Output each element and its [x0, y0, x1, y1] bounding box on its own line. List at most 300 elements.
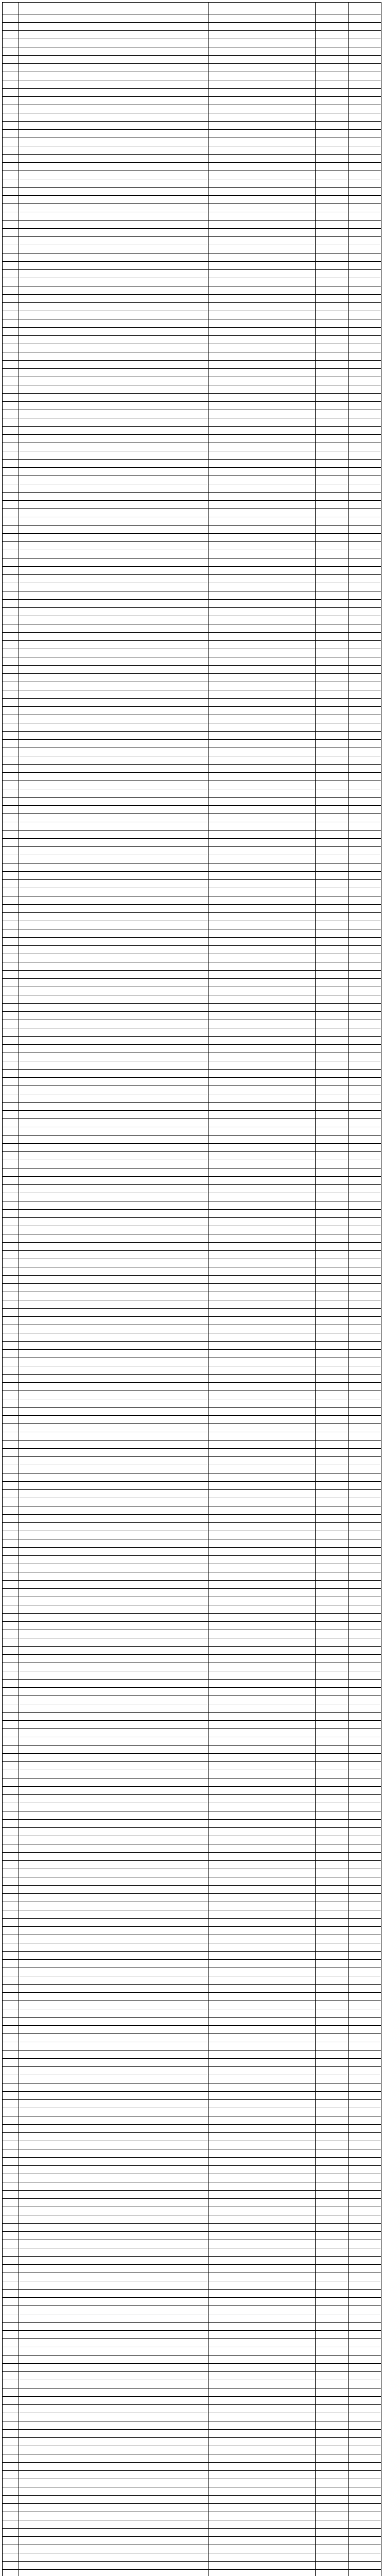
cell-name: [19, 2075, 208, 2083]
cell-number-a: [316, 649, 349, 657]
cell-number-b: [349, 1803, 381, 1811]
cell-code: [208, 2545, 316, 2553]
cell-number-b: [349, 2240, 381, 2248]
cell-index: [3, 2413, 19, 2421]
cell-number-a: [316, 328, 349, 336]
cell-number-a: [316, 682, 349, 690]
cell-number-a: [316, 451, 349, 460]
cell-code: [208, 1572, 316, 1581]
table-row: [3, 2248, 381, 2257]
cell-code: [208, 1630, 316, 1638]
cell-name: [19, 402, 208, 410]
cell-code: [208, 1300, 316, 1309]
cell-number-a: [316, 1778, 349, 1787]
cell-number-a: [316, 113, 349, 122]
cell-name: [19, 31, 208, 39]
table-row: [3, 1952, 381, 1960]
table-row: [3, 896, 381, 905]
cell-number-a: [316, 2372, 349, 2380]
cell-code: [208, 451, 316, 460]
table-row: [3, 394, 381, 402]
cell-number-a: [316, 1292, 349, 1300]
cell-number-a: [316, 1770, 349, 1778]
cell-number-a: [316, 1515, 349, 1523]
cell-code: [208, 1960, 316, 1968]
cell-number-b: [349, 938, 381, 946]
cell-name: [19, 2380, 208, 2388]
cell-code: [208, 2215, 316, 2224]
table-row: [3, 1523, 381, 1531]
cell-number-b: [349, 1267, 381, 1276]
cell-name: [19, 311, 208, 319]
table-row: [3, 2520, 381, 2529]
cell-number-b: [349, 1127, 381, 1136]
cell-index: [3, 163, 19, 171]
table-row: [3, 971, 381, 979]
cell-code: [208, 765, 316, 773]
cell-number-a: [316, 1053, 349, 1061]
cell-number-a: [316, 443, 349, 451]
table-row: [3, 1408, 381, 1416]
cell-code: [208, 971, 316, 979]
cell-code: [208, 2339, 316, 2347]
cell-name: [19, 1869, 208, 1877]
cell-number-a: [316, 2347, 349, 2355]
table-row: [3, 806, 381, 814]
table-row: [3, 468, 381, 476]
cell-index: [3, 2108, 19, 2116]
table-row: [3, 715, 381, 723]
table-row: [3, 2075, 381, 2083]
cell-index: [3, 2141, 19, 2149]
cell-number-b: [349, 262, 381, 270]
cell-number-b: [349, 56, 381, 64]
cell-index: [3, 2487, 19, 2496]
cell-index: [3, 1556, 19, 1564]
cell-code: [208, 2281, 316, 2290]
cell-number-a: [316, 1226, 349, 1234]
cell-index: [3, 262, 19, 270]
cell-code: [208, 1737, 316, 1745]
cell-index: [3, 558, 19, 567]
cell-number-b: [349, 962, 381, 971]
cell-number-b: [349, 2421, 381, 2430]
cell-number-a: [316, 880, 349, 888]
cell-number-b: [349, 427, 381, 435]
cell-name: [19, 855, 208, 863]
cell-number-a: [316, 385, 349, 394]
cell-number-b: [349, 14, 381, 23]
cell-number-a: [316, 262, 349, 270]
cell-index: [3, 23, 19, 31]
cell-code: [208, 328, 316, 336]
table-body: [3, 14, 381, 2576]
cell-number-b: [349, 2397, 381, 2405]
cell-number-a: [316, 47, 349, 56]
cell-number-b: [349, 929, 381, 938]
table-row: [3, 863, 381, 872]
cell-number-a: [316, 2174, 349, 2182]
cell-number-b: [349, 1853, 381, 1861]
cell-number-b: [349, 155, 381, 163]
table-row: [3, 1226, 381, 1234]
cell-name: [19, 2207, 208, 2215]
cell-name: [19, 1440, 208, 1449]
cell-number-b: [349, 1292, 381, 1300]
cell-name: [19, 542, 208, 550]
table-row: [3, 2232, 381, 2240]
cell-number-b: [349, 1210, 381, 1218]
cell-number-a: [316, 2224, 349, 2232]
cell-index: [3, 2232, 19, 2240]
cell-index: [3, 295, 19, 303]
cell-index: [3, 748, 19, 756]
cell-index: [3, 1342, 19, 1350]
cell-number-b: [349, 2141, 381, 2149]
cell-number-a: [316, 1375, 349, 1383]
cell-number-a: [316, 23, 349, 31]
cell-number-a: [316, 591, 349, 600]
cell-name: [19, 328, 208, 336]
cell-code: [208, 657, 316, 666]
cell-index: [3, 80, 19, 89]
cell-number-b: [349, 1572, 381, 1581]
cell-number-b: [349, 1927, 381, 1935]
cell-code: [208, 831, 316, 839]
table-row: [3, 253, 381, 262]
table-row: [3, 2487, 381, 2496]
cell-index: [3, 484, 19, 493]
cell-number-a: [316, 1622, 349, 1630]
table-row: [3, 1094, 381, 1103]
table-row: [3, 72, 381, 80]
table-row: [3, 286, 381, 295]
cell-number-b: [349, 2306, 381, 2314]
cell-code: [208, 2430, 316, 2438]
cell-code: [208, 344, 316, 352]
cell-index: [3, 344, 19, 352]
cell-name: [19, 1185, 208, 1193]
table-row: [3, 278, 381, 286]
cell-number-a: [316, 2067, 349, 2075]
cell-number-a: [316, 105, 349, 113]
cell-name: [19, 1614, 208, 1622]
cell-number-a: [316, 163, 349, 171]
cell-code: [208, 253, 316, 262]
cell-number-a: [316, 1012, 349, 1020]
table-row: [3, 31, 381, 39]
cell-code: [208, 501, 316, 509]
cell-number-a: [316, 2438, 349, 2446]
cell-index: [3, 47, 19, 56]
cell-code: [208, 2199, 316, 2207]
cell-number-b: [349, 2339, 381, 2347]
cell-name: [19, 1523, 208, 1531]
table-row: [3, 732, 381, 740]
cell-code: [208, 2314, 316, 2323]
cell-code: [208, 1902, 316, 1910]
cell-name: [19, 2273, 208, 2281]
cell-index: [3, 2347, 19, 2355]
cell-code: [208, 1317, 316, 1325]
table-row: [3, 979, 381, 987]
table-row: [3, 163, 381, 171]
cell-name: [19, 1136, 208, 1144]
table-row: [3, 427, 381, 435]
cell-number-a: [316, 2380, 349, 2388]
cell-index: [3, 509, 19, 517]
cell-index: [3, 2009, 19, 2018]
cell-number-b: [349, 2116, 381, 2125]
table-row: [3, 1671, 381, 1680]
cell-index: [3, 476, 19, 484]
cell-name: [19, 179, 208, 188]
cell-number-b: [349, 171, 381, 179]
cell-number-a: [316, 1630, 349, 1638]
cell-code: [208, 2257, 316, 2265]
cell-name: [19, 14, 208, 23]
table-row: [3, 2504, 381, 2512]
cell-name: [19, 171, 208, 179]
cell-name: [19, 995, 208, 1004]
table-row: [3, 2323, 381, 2331]
cell-index: [3, 954, 19, 962]
cell-number-b: [349, 1704, 381, 1713]
cell-name: [19, 468, 208, 476]
cell-number-a: [316, 138, 349, 146]
table-row: [3, 1185, 381, 1193]
cell-name: [19, 56, 208, 64]
cell-number-a: [316, 171, 349, 179]
cell-number-a: [316, 666, 349, 674]
table-row: [3, 1828, 381, 1836]
cell-number-a: [316, 1482, 349, 1490]
cell-code: [208, 1449, 316, 1457]
cell-code: [208, 1622, 316, 1630]
table-row: [3, 1020, 381, 1028]
cell-name: [19, 1168, 208, 1177]
cell-number-b: [349, 1432, 381, 1440]
cell-name: [19, 270, 208, 278]
cell-number-b: [349, 1729, 381, 1737]
cell-number-b: [349, 1688, 381, 1696]
cell-number-b: [349, 2545, 381, 2553]
cell-name: [19, 336, 208, 344]
table-row: [3, 1144, 381, 1152]
cell-index: [3, 616, 19, 624]
cell-code: [208, 2487, 316, 2496]
table-row: [3, 1614, 381, 1622]
cell-number-a: [316, 369, 349, 377]
cell-index: [3, 1366, 19, 1375]
cell-number-b: [349, 253, 381, 262]
table-row: [3, 1210, 381, 1218]
cell-number-a: [316, 1597, 349, 1605]
cell-code: [208, 1770, 316, 1778]
cell-name: [19, 1556, 208, 1564]
table-row: [3, 130, 381, 138]
table-row: [3, 1968, 381, 1976]
cell-number-a: [316, 2141, 349, 2149]
cell-code: [208, 1894, 316, 1902]
cell-name: [19, 352, 208, 361]
cell-code: [208, 1927, 316, 1935]
cell-index: [3, 905, 19, 913]
cell-name: [19, 1704, 208, 1713]
table-row: [3, 1737, 381, 1745]
cell-name: [19, 2050, 208, 2059]
cell-number-a: [316, 1894, 349, 1902]
cell-name: [19, 2298, 208, 2306]
cell-code: [208, 1729, 316, 1737]
cell-number-b: [349, 1177, 381, 1185]
cell-name: [19, 2248, 208, 2257]
cell-code: [208, 2042, 316, 2050]
table-row: [3, 641, 381, 649]
cell-code: [208, 303, 316, 311]
cell-number-a: [316, 517, 349, 526]
cell-index: [3, 1778, 19, 1787]
cell-number-b: [349, 509, 381, 517]
table-row: [3, 2479, 381, 2487]
cell-code: [208, 2133, 316, 2141]
cell-name: [19, 1201, 208, 1210]
cell-code: [208, 2174, 316, 2182]
table-row: [3, 962, 381, 971]
cell-index: [3, 765, 19, 773]
table-row: [3, 1976, 381, 1985]
cell-number-a: [316, 1853, 349, 1861]
cell-number-b: [349, 2050, 381, 2059]
cell-number-a: [316, 2050, 349, 2059]
table-row: [3, 2108, 381, 2116]
cell-code: [208, 863, 316, 872]
cell-name: [19, 1037, 208, 1045]
cell-number-a: [316, 2553, 349, 2562]
cell-number-a: [316, 2562, 349, 2570]
table-row: [3, 1333, 381, 1342]
cell-index: [3, 1350, 19, 1358]
cell-index: [3, 1762, 19, 1770]
table-row: [3, 1630, 381, 1638]
table-row: [3, 690, 381, 699]
cell-index: [3, 641, 19, 649]
cell-code: [208, 1234, 316, 1243]
cell-code: [208, 707, 316, 715]
cell-index: [3, 2529, 19, 2537]
cell-code: [208, 847, 316, 855]
cell-name: [19, 1572, 208, 1581]
cell-number-b: [349, 1317, 381, 1325]
cell-number-a: [316, 237, 349, 245]
cell-name: [19, 394, 208, 402]
cell-number-b: [349, 921, 381, 929]
cell-code: [208, 2438, 316, 2446]
cell-code: [208, 1152, 316, 1160]
cell-number-b: [349, 2133, 381, 2141]
cell-number-a: [316, 1234, 349, 1243]
cell-code: [208, 1259, 316, 1267]
cell-number-b: [349, 682, 381, 690]
cell-number-b: [349, 2446, 381, 2454]
cell-name: [19, 1655, 208, 1663]
cell-number-a: [316, 1927, 349, 1935]
cell-number-a: [316, 1976, 349, 1985]
cell-name: [19, 567, 208, 575]
cell-number-b: [349, 2364, 381, 2372]
cell-number-b: [349, 188, 381, 196]
cell-number-a: [316, 1836, 349, 1844]
cell-number-b: [349, 707, 381, 715]
cell-number-b: [349, 2323, 381, 2331]
table-row: [3, 2339, 381, 2347]
cell-number-b: [349, 1902, 381, 1910]
cell-number-a: [316, 1103, 349, 1111]
cell-number-b: [349, 913, 381, 921]
cell-code: [208, 402, 316, 410]
cell-name: [19, 1144, 208, 1152]
cell-name: [19, 1589, 208, 1597]
cell-number-a: [316, 954, 349, 962]
cell-code: [208, 2141, 316, 2149]
table-row: [3, 460, 381, 468]
cell-number-b: [349, 2100, 381, 2108]
cell-number-b: [349, 880, 381, 888]
cell-number-a: [316, 1465, 349, 1473]
cell-code: [208, 1820, 316, 1828]
cell-code: [208, 575, 316, 583]
cell-index: [3, 1523, 19, 1531]
cell-index: [3, 995, 19, 1004]
cell-code: [208, 1226, 316, 1234]
table-row: [3, 633, 381, 641]
table-row: [3, 2306, 381, 2314]
cell-number-a: [316, 1696, 349, 1704]
cell-index: [3, 1713, 19, 1721]
table-row: [3, 2224, 381, 2232]
cell-number-b: [349, 1465, 381, 1473]
cell-code: [208, 1309, 316, 1317]
cell-index: [3, 1070, 19, 1078]
cell-number-a: [316, 1713, 349, 1721]
table-row: [3, 674, 381, 682]
cell-number-b: [349, 1366, 381, 1375]
cell-name: [19, 888, 208, 896]
cell-number-b: [349, 2125, 381, 2133]
cell-name: [19, 1894, 208, 1902]
cell-number-a: [316, 1432, 349, 1440]
cell-code: [208, 1688, 316, 1696]
table-row: [3, 1564, 381, 1572]
cell-number-b: [349, 435, 381, 443]
cell-number-b: [349, 418, 381, 427]
table-row: [3, 1770, 381, 1778]
cell-code: [208, 1828, 316, 1836]
cell-name: [19, 2553, 208, 2562]
cell-number-a: [316, 896, 349, 905]
cell-code: [208, 1432, 316, 1440]
cell-number-a: [316, 89, 349, 97]
table-row: [3, 1284, 381, 1292]
cell-number-a: [316, 1094, 349, 1103]
cell-code: [208, 1663, 316, 1671]
cell-index: [3, 311, 19, 319]
cell-index: [3, 1935, 19, 1943]
table-row: [3, 2380, 381, 2388]
cell-number-b: [349, 2166, 381, 2174]
table-row: [3, 1680, 381, 1688]
cell-name: [19, 2421, 208, 2430]
